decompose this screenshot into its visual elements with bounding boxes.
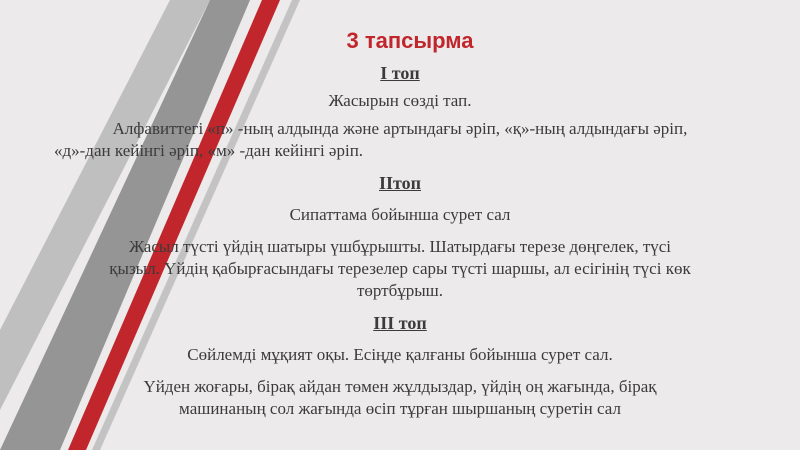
group2-text-line1: Жасыл түсті үйдің шатыры үшбұрышты. Шатырдағы терезе дөңгелек, түсі: [128, 237, 672, 256]
group3-text-line1: Үйден жоғары, бірақ айдан төмен жұлдыздар, үйдің оң жағында, бірақ: [143, 377, 657, 396]
group2-task: Сипаттама бойынша сурет сал: [289, 205, 511, 224]
group1-text-line1: Алфавиттегі «п» -ның алдында және артындағы әріп, «қ»-ның алдындағы әріп,: [112, 119, 688, 138]
group1-text-line2: «д»-дан кейінгі әріп, «м» -дан кейінгі әріп.: [54, 141, 364, 160]
group2-heading: ІІтоп: [379, 173, 421, 193]
group3-text-line2: машинаның сол жағында өсіп тұрған шыршаның суретін сал: [179, 399, 621, 418]
group1-heading: І топ: [380, 63, 420, 83]
group1-task: Жасырын сөзді тап.: [328, 91, 472, 110]
group3-heading: ІІІ топ: [373, 313, 427, 333]
group3-task: Сөйлемді мұқият оқы. Есіңде қалғаны бойынша сурет сал.: [187, 345, 613, 364]
slide-title: 3 тапсырма: [346, 28, 474, 53]
group2-text-line3: төртбұрыш.: [356, 281, 444, 300]
group2-text-line2: қызыл. Үйдің қабырғасындағы терезелер сары түсті шаршы, ал есігінің түсі көк: [109, 259, 691, 278]
slide-content: [52, 62, 748, 420]
